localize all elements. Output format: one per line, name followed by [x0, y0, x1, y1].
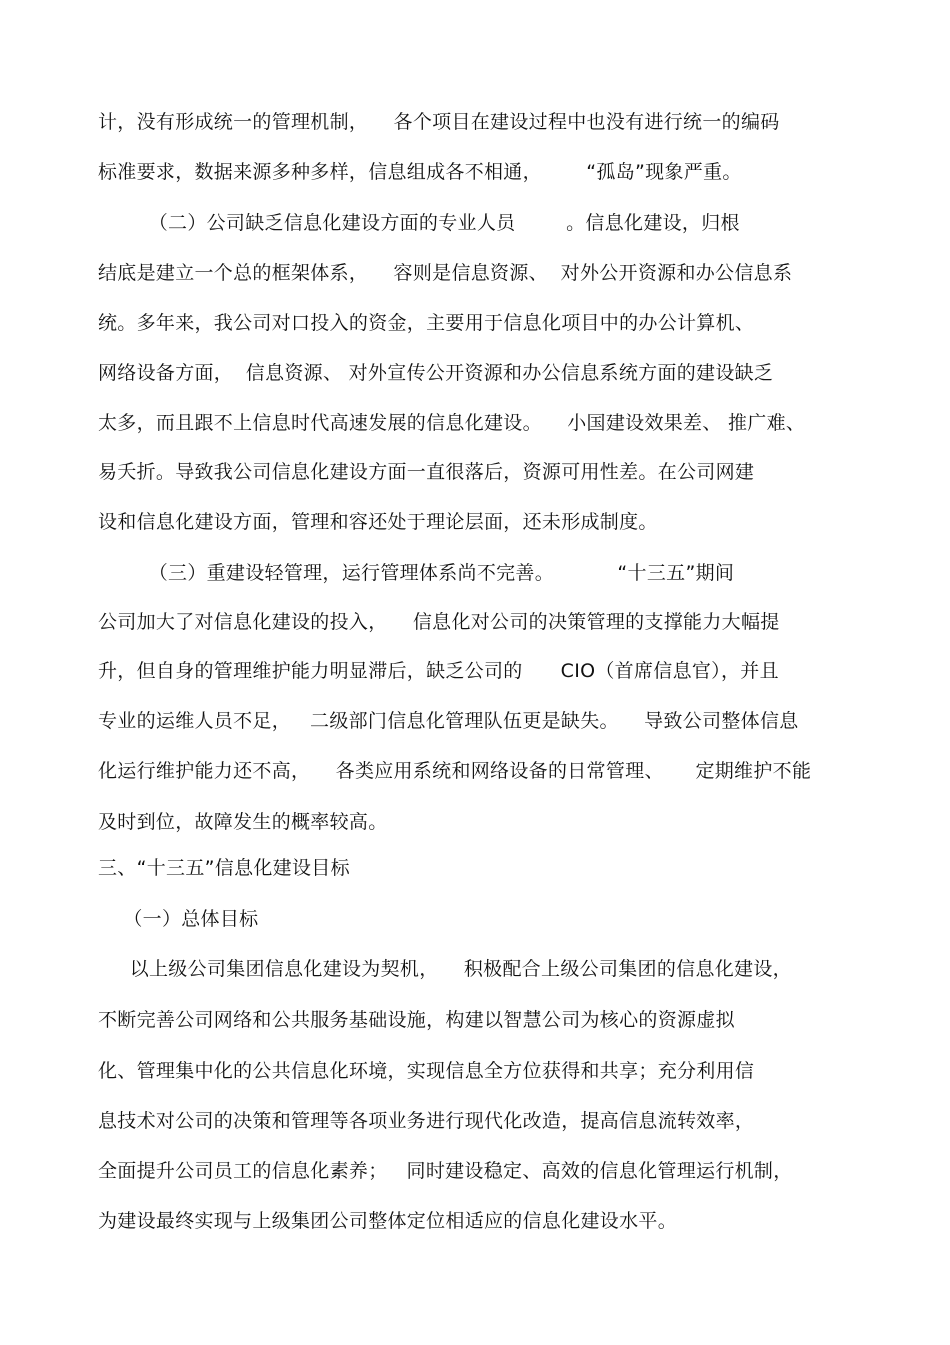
text-line: 不断完善公司网络和公共服务基础设施，构建以智慧公司为核心的资源虚拟 [98, 1009, 735, 1031]
text-line: 结底是建立一个总的框架体系， 容则是信息资源、 对外公开资源和办公信息系 [98, 262, 793, 284]
text-line: 息技术对公司的决策和管理等各项业务进行现代化改造，提高信息流转效率， [98, 1110, 755, 1132]
text-line: 计，没有形成统一的管理机制， 各个项目在建设过程中也没有进行统一的编码 [98, 111, 780, 133]
text-line: （三）重建设轻管理，运行管理体系尚不完善。 “十三五”期间 [98, 562, 735, 584]
text-line: 易夭折。导致我公司信息化建设方面一直很落后，资源可用性差。在公司网建 [98, 461, 755, 483]
text-line: 及时到位，故障发生的概率较高。 [98, 811, 388, 833]
text-line: 设和信息化建设方面，管理和容还处于理论层面，还未形成制度。 [98, 511, 658, 533]
text-line: 升，但自身的管理维护能力明显滞后，缺乏公司的 CIO（首席信息官），并且 [98, 660, 779, 682]
text-line: 公司加大了对信息化建设的投入， 信息化对公司的决策管理的支撑能力大幅提 [98, 611, 780, 633]
section-heading: 三、“十三五”信息化建设目标 [98, 857, 350, 879]
text-line: 统。多年来，我公司对口投入的资金，主要用于信息化项目中的办公计算机、 [98, 312, 755, 334]
text-line: 化、管理集中化的公共信息化环境，实现信息全方位获得和共享；充分利用信 [98, 1060, 755, 1082]
text-line: 网络设备方面， 信息资源、 对外宣传公开资源和办公信息系统方面的建设缺乏 [98, 362, 774, 384]
text-line: 化运行维护能力还不高， 各类应用系统和网络设备的日常管理、 定期维护不能 [98, 760, 812, 782]
text-line: 标准要求，数据来源多种多样，信息组成各不相通， “孤岛”现象严重。 [98, 161, 742, 183]
text-line: 太多，而且跟不上信息时代高速发展的信息化建设。 小国建设效果差、 推广难、 [98, 412, 806, 434]
subsection-heading: （一）总体目标 [98, 908, 259, 930]
text-line: 以上级公司集团信息化建设为契机， 积极配合上级公司集团的信息化建设， [98, 958, 792, 980]
text-line: （二）公司缺乏信息化建设方面的专业人员 。信息化建设，归根 [98, 212, 740, 234]
text-line: 专业的运维人员不足， 二级部门信息化管理队伍更是缺失。 导致公司整体信息 [98, 710, 799, 732]
text-line: 为建设最终实现与上级集团公司整体定位相适应的信息化建设水平。 [98, 1210, 678, 1232]
text-line: 全面提升公司员工的信息化素养； 同时建设稳定、高效的信息化管理运行机制， [98, 1160, 793, 1182]
